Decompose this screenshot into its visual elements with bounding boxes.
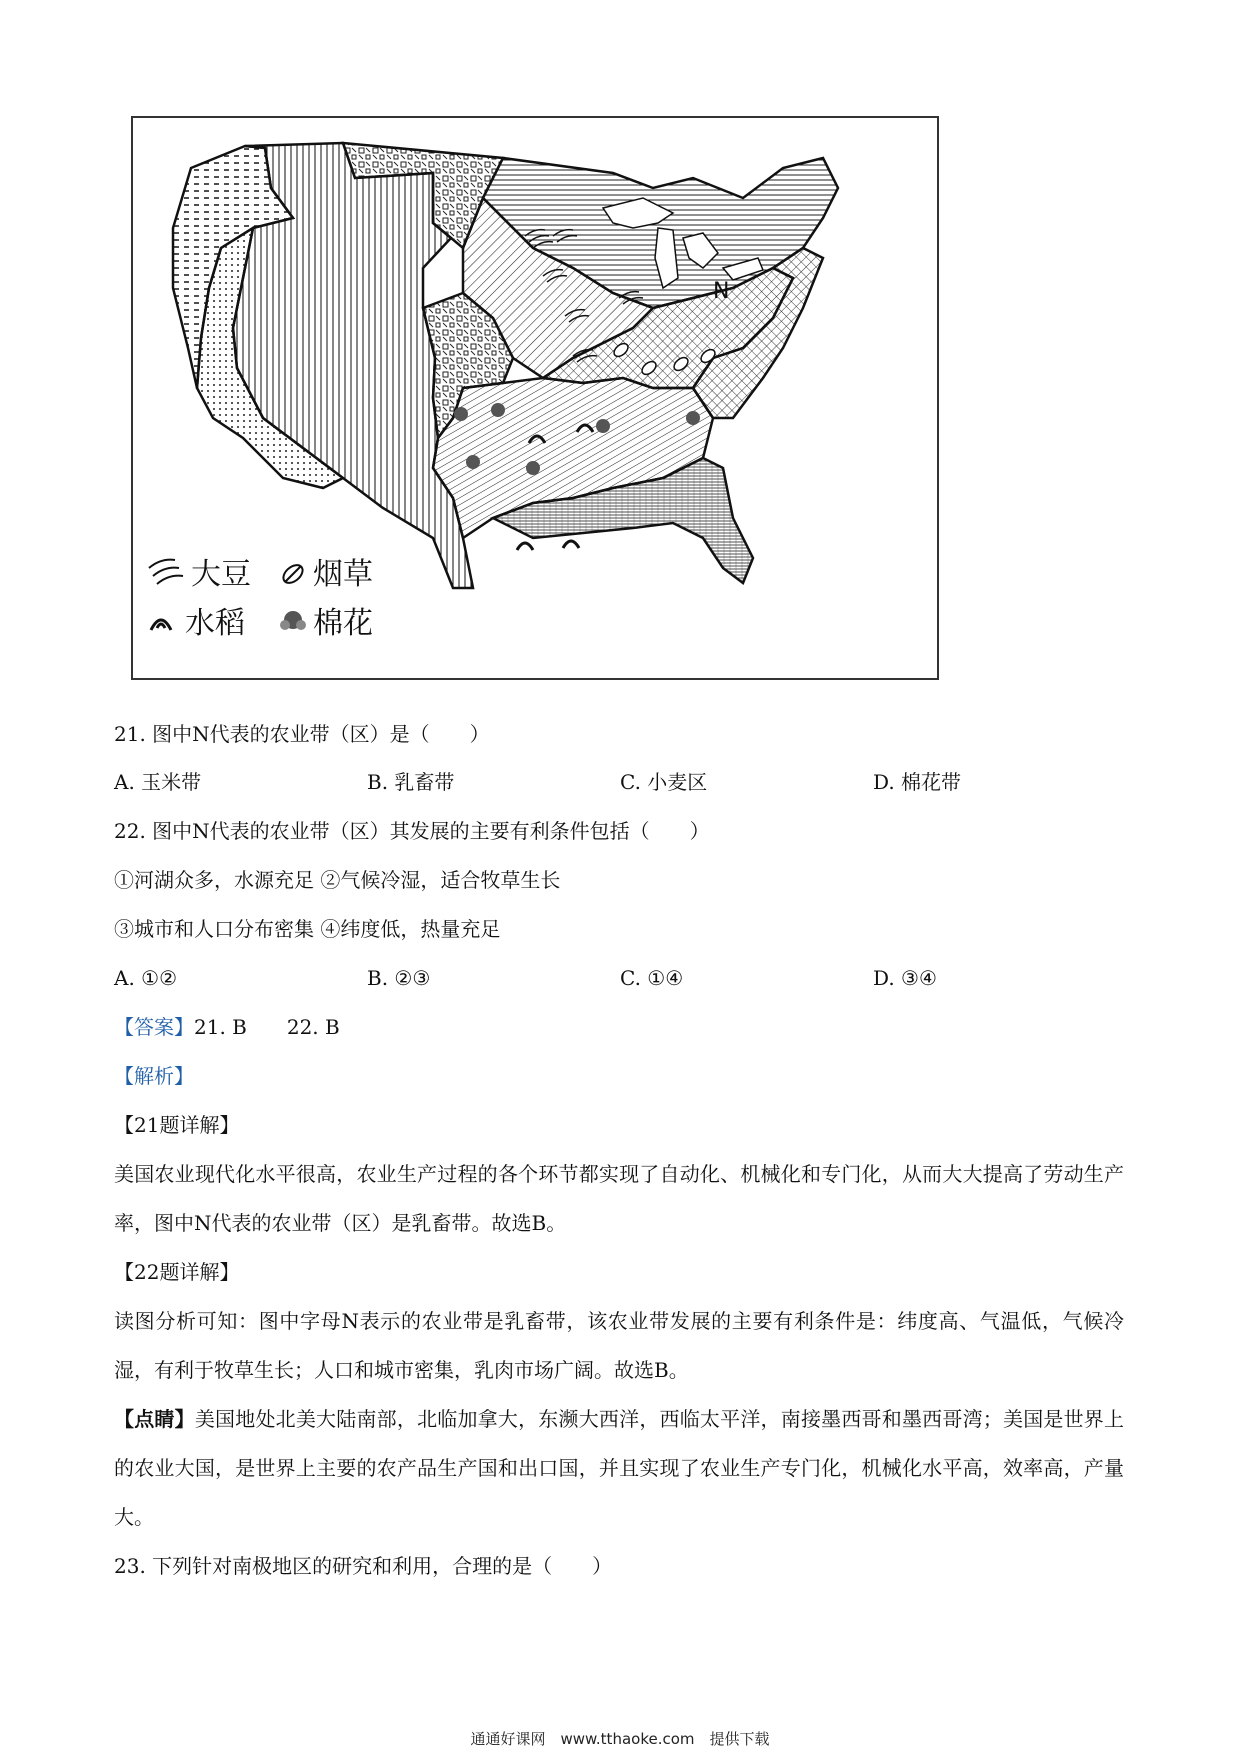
- analysis-tag: 【解析】: [114, 1064, 194, 1088]
- answer-text: 21. B 22. B: [194, 1015, 340, 1039]
- q22-statements-1: ①河湖众多，水源充足 ②气候冷湿，适合牧草生长: [114, 868, 561, 892]
- page-footer: 通通好课网 www.tthaoke.com 提供下载: [470, 1730, 770, 1748]
- legend-label-soybean: 大豆: [191, 557, 251, 592]
- point-tag: 【点睛】: [114, 1407, 195, 1431]
- q21-option-c[interactable]: C. 小麦区: [620, 770, 708, 794]
- legend-label-cotton: 棉花: [313, 606, 373, 641]
- q23-stem: 23. 下列针对南极地区的研究和利用，合理的是（ ）: [114, 1554, 613, 1578]
- q22-stem: 22. 图中N代表的农业带（区）其发展的主要有利条件包括（ ）: [114, 819, 710, 843]
- soybean-icon: [149, 560, 183, 584]
- q22-option-c[interactable]: C. ①④: [620, 966, 684, 990]
- map-n-label: N: [713, 279, 730, 304]
- tobacco-icon: [280, 562, 306, 587]
- q22-option-d[interactable]: D. ③④: [873, 966, 937, 990]
- q21-option-d[interactable]: D. 棉花带: [873, 770, 962, 794]
- q21-stem: 21. 图中N代表的农业带（区）是（ ）: [114, 722, 490, 746]
- q22-option-a[interactable]: A. ①②: [114, 966, 178, 990]
- point-text: 美国地处北美大陆南部，北临加拿大，东濒大西洋，西临太平洋，南接墨西哥和墨西哥湾；美国是世界上的农业大国，是世界上主要的农产品生产国和出口国，并且实现了农业生产专门化，机械化水平高，效率高，产量大。: [114, 1407, 1125, 1529]
- detail22-text: 读图分析可知：图中字母N表示的农业带是乳畜带，该农业带发展的主要有利条件是：纬度高、气温低，气候冷湿，有利于牧草生长；人口和城市密集，乳肉市场广阔。故选B。: [114, 1309, 1124, 1382]
- agriculture-map: [131, 116, 939, 680]
- point-paragraph: [114, 1395, 1124, 1542]
- rice-icon: [151, 620, 171, 630]
- map-legend: [149, 557, 373, 641]
- legend-label-tobacco: 烟草: [313, 557, 373, 592]
- detail21-text: 美国农业现代化水平很高，农业生产过程的各个环节都实现了自动化、机械化和专门化，从而大大提高了劳动生产率，图中N代表的农业带（区）是乳畜带。故选B。: [114, 1162, 1124, 1235]
- detail22-heading: 【22题详解】: [114, 1260, 240, 1284]
- cotton-icon: [280, 611, 306, 630]
- detail21-heading: 【21题详解】: [114, 1113, 240, 1137]
- answer-line: [114, 1013, 340, 1041]
- q22-option-b[interactable]: B. ②③: [367, 966, 431, 990]
- q21-option-b[interactable]: B. 乳畜带: [367, 770, 455, 794]
- answer-tag: 【答案】: [114, 1015, 194, 1039]
- us-agriculture-map-svg: [133, 118, 937, 678]
- q21-option-a[interactable]: A. 玉米带: [114, 770, 202, 794]
- q22-statements-2: ③城市和人口分布密集 ④纬度低，热量充足: [114, 917, 501, 941]
- legend-label-rice: 水稻: [185, 606, 245, 641]
